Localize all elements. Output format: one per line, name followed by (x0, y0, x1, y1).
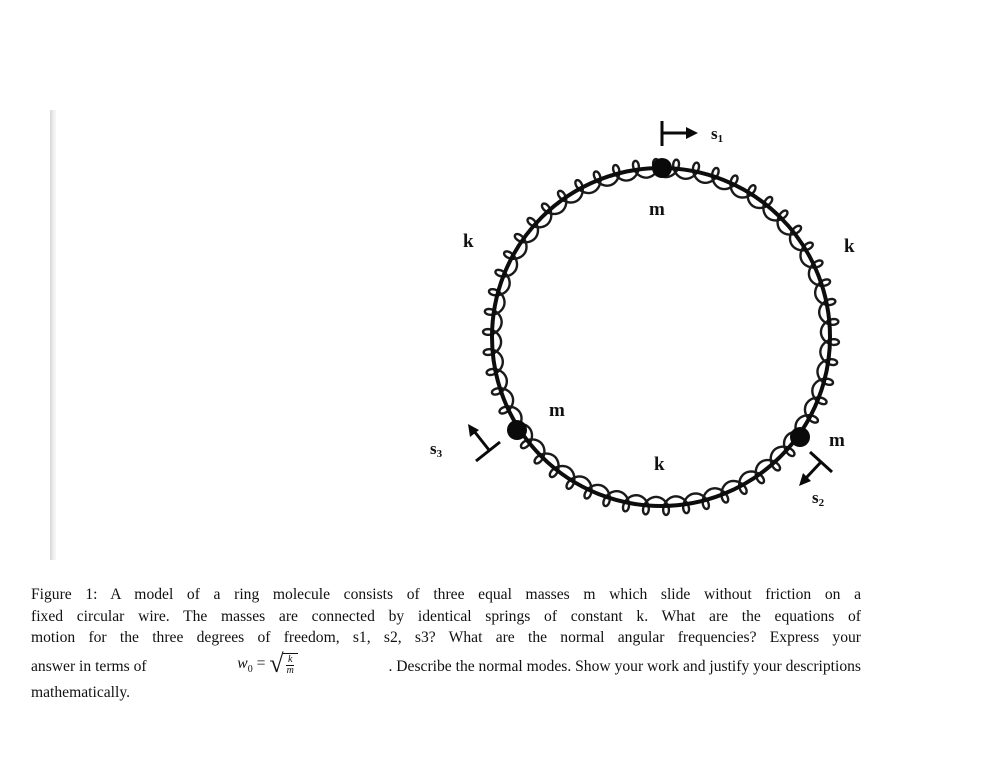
caption-line-2: fixed circular wire. The masses are connected by identical springs of constant k. What are the equations of (31, 607, 861, 625)
mass-right (790, 427, 810, 447)
caption-line-4 (31, 649, 861, 681)
omega-zero-formula: $w_0$ = √ $\frac{k}{m}$ (237, 653, 298, 681)
mass-top (652, 158, 672, 178)
caption-line-4-pre: answer in terms of (31, 657, 147, 675)
s3-arrow-icon (468, 424, 500, 461)
label-s1: s1 (711, 124, 724, 145)
label-s3: s3 (430, 439, 443, 460)
label-k-bottom: k (654, 454, 665, 475)
mass-left (507, 420, 527, 440)
caption-line-1: Figure 1: A model of a ring molecule consists of three equal masses m which slide without friction on a (31, 586, 861, 603)
label-k-left: k (463, 231, 474, 252)
caption-line-5: mathematically. (31, 684, 131, 702)
caption-line-4-post: . Describe the normal modes. Show your work and justify your descriptions (388, 657, 861, 675)
label-m-left: m (549, 400, 565, 421)
label-k-right: k (844, 236, 855, 257)
label-m-top: m (649, 199, 665, 220)
figure-caption (31, 584, 861, 704)
caption-line-3: motion for the three degrees of freedom, s1, s2, s3? What are the normal angular frequencies? Express your (31, 629, 861, 646)
label-m-right: m (829, 430, 845, 451)
label-s2: s2 (812, 488, 825, 509)
s1-arrow-icon (662, 121, 698, 146)
s2-arrow-icon (799, 452, 832, 486)
sqrt-icon: √ $\frac{k}{m}$ (269, 653, 298, 676)
